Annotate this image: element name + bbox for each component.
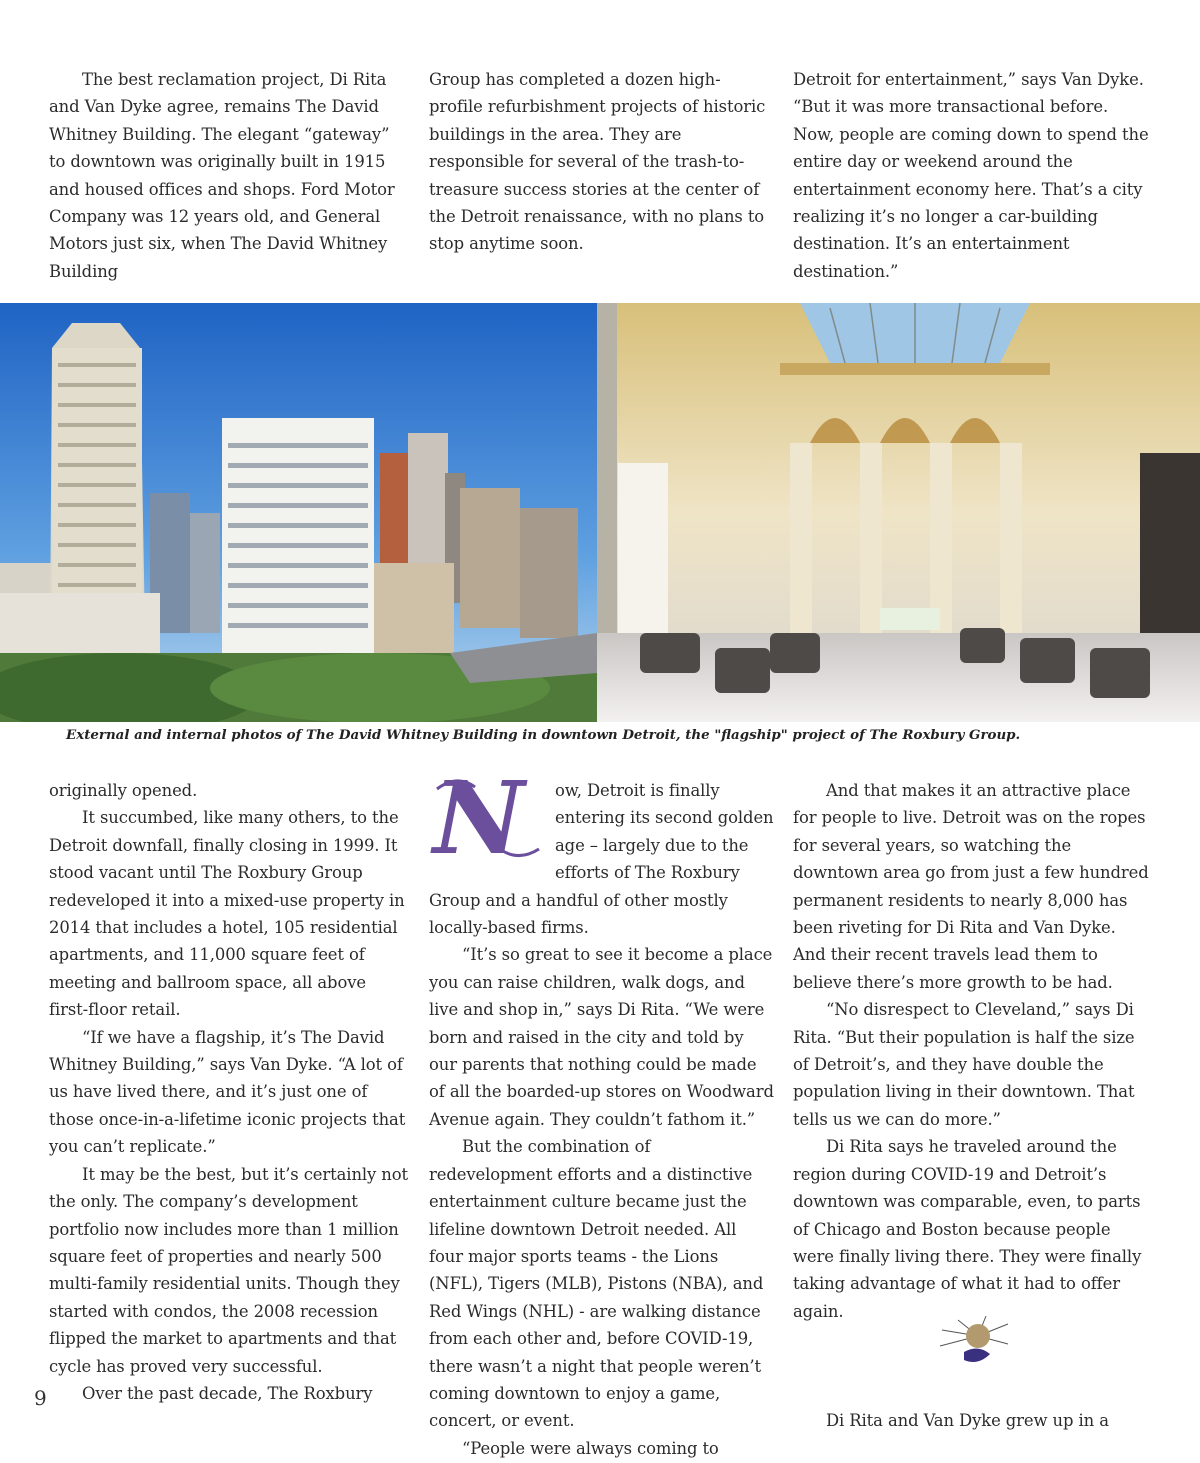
page-number: 9 bbox=[34, 1386, 47, 1410]
paragraph: ow, Detroit is finally entering its second golden age – largely due to the efforts of The Roxbury Group and a handful of other mostly locally-based firms. bbox=[429, 781, 774, 938]
article-column-top-3 bbox=[793, 66, 1153, 285]
article-column-top-2 bbox=[429, 66, 774, 258]
drop-cap bbox=[427, 769, 549, 865]
paragraph: It may be the best, but it’s certainly not the only. The company’s development portfolio now includes more than 1 million square feet of properties and nearly 500 multi-family residential units. Though they started with condos, the 2008 recession flipped the market to apartments and that cycle has proved very successful. bbox=[49, 1164, 409, 1376]
paragraph: It succumbed, like many others, to the Detroit downfall, finally closing in 1999. It stood vacant until The Roxbury Group redeveloped it into a mixed-use property in 2014 that includes a hotel, 105 residential apartments, and 11,000 square feet of meeting and ballroom space, all above first-floor retail. bbox=[49, 808, 405, 1020]
paragraph: The best reclamation project, Di Rita and Van Dyke agree, remains The David Whitney Building. The elegant “gateway” to downtown was originally built in 1915 and housed offices and shops. Ford Motor Company was 12 years old, and General Motors just six, when The David Whitney Building bbox=[49, 70, 395, 281]
paragraph: “It’s so great to see it become a place you can raise children, walk dogs, and live and shop in,” says Di Rita. “We were born and raised in the city and told by our parents that nothing could be made of all the boarded-up stores on Woodward Avenue again. They couldn’t fathom it.” bbox=[429, 945, 774, 1129]
exterior-photo bbox=[0, 303, 597, 722]
paragraph: “People were always coming to bbox=[462, 1438, 719, 1458]
paragraph: Di Rita and Van Dyke grew up in a bbox=[826, 1411, 1109, 1431]
interior-photo bbox=[597, 303, 1200, 722]
paragraph: Di Rita says he traveled around the region during COVID-19 and Detroit’s downtown was comparable, even, to parts of Chicago and Boston because people were finally living there. They were finally taking advantage of what it had to offer again. bbox=[793, 1137, 1142, 1321]
paragraph: But the combination of redevelopment efforts and a distinctive entertainment culture became just the lifeline downtown Detroit needed. All four major sports teams - the Lions (NFL), Tigers (MLB), Pistons (NBA), and Red Wings (NHL) - are walking distance from each other and, before COVID-19, there wasn’t a night that people weren’t coming downtown to enjoy a game, concert, or event. bbox=[429, 1137, 764, 1431]
paragraph: And that makes it an attractive place for people to live. Detroit was on the ropes for several years, so watching the downtown area go from just a few hundred permanent residents to nearly 8,000 has been riveting for Di Rita and Van Dyke. And their recent travels lead them to believe there’s more growth to be had. bbox=[793, 781, 1149, 992]
paragraph: originally opened. bbox=[49, 781, 198, 800]
paragraph: Group has completed a dozen high-profile refurbishment projects of historic buildings in the area. They are responsible for several of the trash-to-treasure success stories at the center of the Detroit renaissance, with no plans to stop anytime soon. bbox=[429, 70, 766, 254]
paragraph: Over the past decade, The Roxbury bbox=[82, 1383, 373, 1403]
paragraph: “If we have a flagship, it’s The David Whitney Building,” says Van Dyke. “A lot of us have lived there, and it’s just one of those once-in-a-lifetime iconic projects that you can’t replicate.” bbox=[49, 1027, 406, 1157]
article-column-bottom-1 bbox=[49, 777, 409, 1407]
article-column-top-1 bbox=[49, 66, 409, 285]
paragraph: “No disrespect to Cleveland,” says Di Rita. “But their population is half the size of Detroit’s, and they have double the population living in their downtown. That tells us we can do more.” bbox=[793, 1000, 1135, 1129]
sun-ornament-icon bbox=[938, 1316, 1010, 1368]
article-column-bottom-2 bbox=[429, 769, 774, 1462]
paragraph: Detroit for entertainment,” says Van Dyke. “But it was more transactional before. Now, people are coming down to spend the entire day or weekend around the entertainment economy here. That’s a city realizing it’s no longer a car-building destination. It’s an entertainment destination.” bbox=[793, 70, 1149, 281]
building-photos bbox=[0, 303, 1200, 722]
photo-caption: External and internal photos of The David Whitney Building in downtown Detroit, the "flagship" project of The Roxbury Group. bbox=[66, 727, 1021, 743]
drop-cap-letter: N bbox=[433, 769, 525, 865]
